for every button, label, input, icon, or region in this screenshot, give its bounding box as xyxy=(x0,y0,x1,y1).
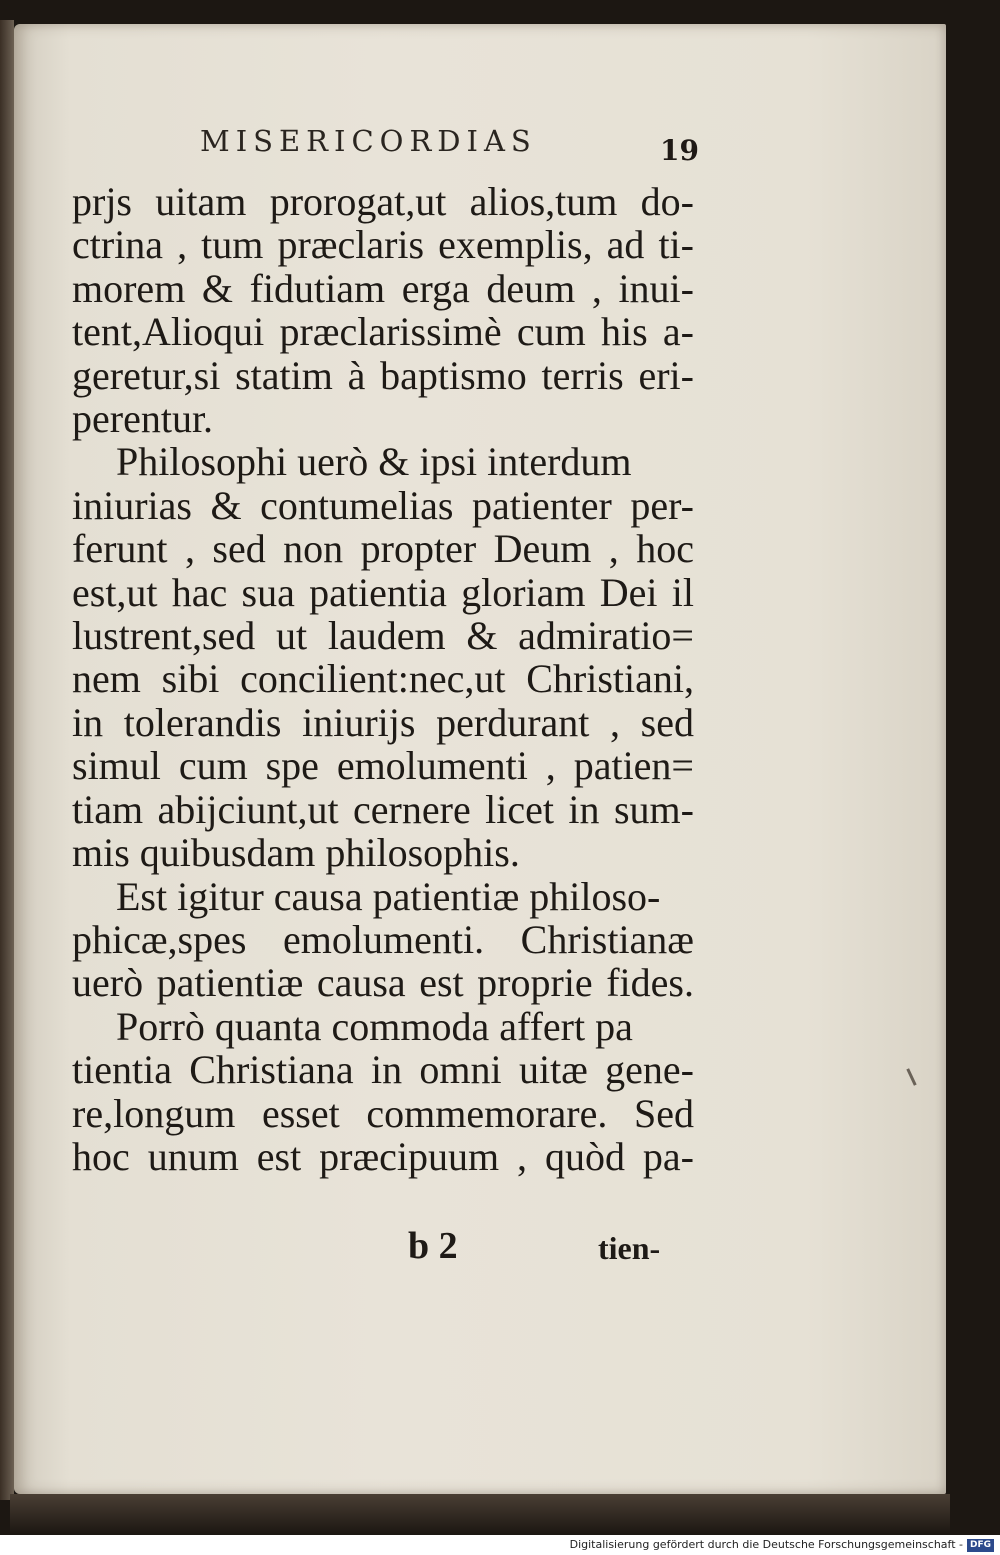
text-line: Philosophi uerò & ipsi interdum xyxy=(116,439,632,485)
text-line: ctrina , tum præclaris exemplis, ad ti- xyxy=(72,222,694,268)
signature-mark: b 2 xyxy=(408,1225,458,1267)
text-line: est,ut hac sua patientia gloriam Dei il xyxy=(72,569,694,615)
text-line: simul cum spe emolumenti , patien= xyxy=(72,743,694,789)
binding-edge xyxy=(0,20,14,1500)
text-line: tientia Christiana in omni uitæ gene- xyxy=(72,1047,694,1093)
text-line: Porrò quanta commoda affert pa xyxy=(116,1003,633,1049)
text-line: tiam abijciunt,ut cernere licet in sum- xyxy=(72,786,694,832)
running-header: MISERICORDIAS xyxy=(200,124,537,158)
body-text xyxy=(72,180,694,1178)
text-line: uerò patientiæ causa est proprie fides. xyxy=(72,960,694,1006)
text-line: hoc unum est præcipuum , quòd pa- xyxy=(72,1133,694,1179)
text-line: geretur,si statim à baptismo terris eri- xyxy=(72,352,694,398)
bottom-page-edge xyxy=(10,1494,950,1534)
text-line: tent,Alioqui præclarissimè cum his a- xyxy=(72,309,694,355)
text-line: lustrent,sed ut laudem & admiratio= xyxy=(72,613,694,659)
text-line: morem & fidutiam erga deum , inui- xyxy=(72,265,694,311)
digitization-credit xyxy=(0,1535,1000,1555)
credit-text: Digitalisierung gefördert durch die Deutsche Forschungsgemeinschaft - xyxy=(569,1538,963,1551)
text-line: in tolerandis iniurijs perdurant , sed xyxy=(72,699,694,745)
dfg-logo: DFG xyxy=(967,1539,994,1552)
text-line: Est igitur causa patientiæ philoso- xyxy=(116,873,661,919)
text-line: perentur. xyxy=(72,396,214,442)
text-line: ferunt , sed non propter Deum , hoc xyxy=(72,526,694,572)
text-line: re,longum esset commemorare. Sed xyxy=(72,1090,694,1136)
text-line: phicæ,spes emolumenti. Christianæ xyxy=(72,916,694,962)
text-line: nem sibi concilient:nec,ut Christiani, xyxy=(72,656,694,702)
text-line: iniurias & contumelias patienter per- xyxy=(72,482,694,528)
text-line: prjs uitam prorogat,ut alios,tum do- xyxy=(72,179,694,224)
text-line: mis quibusdam philosophis. xyxy=(72,830,520,876)
catchword: tien- xyxy=(598,1230,661,1266)
page-number: 19 xyxy=(660,134,699,167)
